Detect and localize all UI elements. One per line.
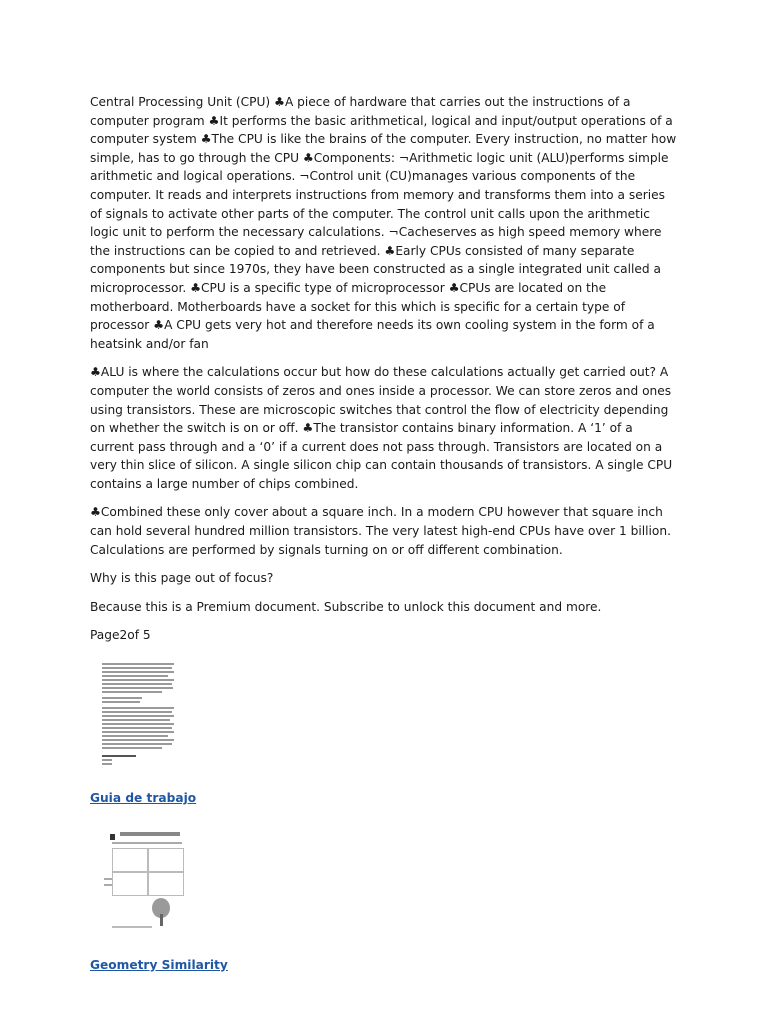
paragraph-transistors: ♣Combined these only cover about a square inch. In a modern CPU however that square inch can hold several hundred million transistors. The very latest high-end CPUs have over 1 billion. Calculations are performed by signals turning on or off different combination. bbox=[90, 505, 671, 557]
related-doc-thumbnail-1[interactable] bbox=[102, 659, 178, 769]
related-doc-link-geometry-similarity[interactable]: Geometry Similarity bbox=[90, 957, 228, 972]
paragraph-cpu-intro: Central Processing Unit (CPU) ♣A piece of hardware that carries out the instructions of a computer program ♣It performs the basic arithmetical, logical and input/output operations of a computer system ♣The CPU is like the brains of the computer. Every instruction, no matter how simple, has to go through the CPU ♣Components: ¬Arithmetic logic unit (ALU)performs simple arithmetic and logical operations. ¬Control unit (CU)manages various components of the computer. It reads and interprets instructions from memory and transforms them into a series of signals to activate other parts of the computer. The control unit calls upon the arithmetic logic unit to perform the necessary calculations. ¬Cacheserves as high speed memory where the instructions can be copied to and retrieved. ♣Early CPUs consisted of many separate components but since 1970s, they have been constructed as a single integrated unit called a microprocessor. ♣CPU is a specific type of microprocessor ♣CPUs are located on the motherboard. Motherboards have a socket for this which is specific for a certain type of processor ♣A CPU gets very hot and therefore needs its own cooling system in the form of a heatsink and/or fan bbox=[90, 95, 677, 351]
page-indicator: Page2of 5 bbox=[90, 628, 151, 643]
document-content bbox=[90, 93, 680, 974]
related-doc-link-guia-de-trabajo[interactable]: Guia de trabajo bbox=[90, 791, 197, 806]
related-doc-thumbnail-2[interactable] bbox=[102, 830, 188, 930]
out-of-focus-question: Why is this page out of focus? bbox=[90, 571, 274, 586]
premium-notice: Because this is a Premium document. Subscribe to unlock this document and more. bbox=[90, 599, 602, 614]
paragraph-alu: ♣ALU is where the calculations occur but how do these calculations actually get carried out? A computer the world consists of zeros and ones inside a processor. We can store zeros and ones using transistors. These are microscopic switches that control the flow of electricity depending on whether the switch is on or off. ♣The transistor contains binary information. A ‘1’ of a current pass through and a ‘0’ if a current does not pass through. Transistors are located on a very thin slice of silicon. A single silicon chip can contain thousands of transistors. A single CPU contains a large number of chips combined. bbox=[90, 365, 673, 491]
